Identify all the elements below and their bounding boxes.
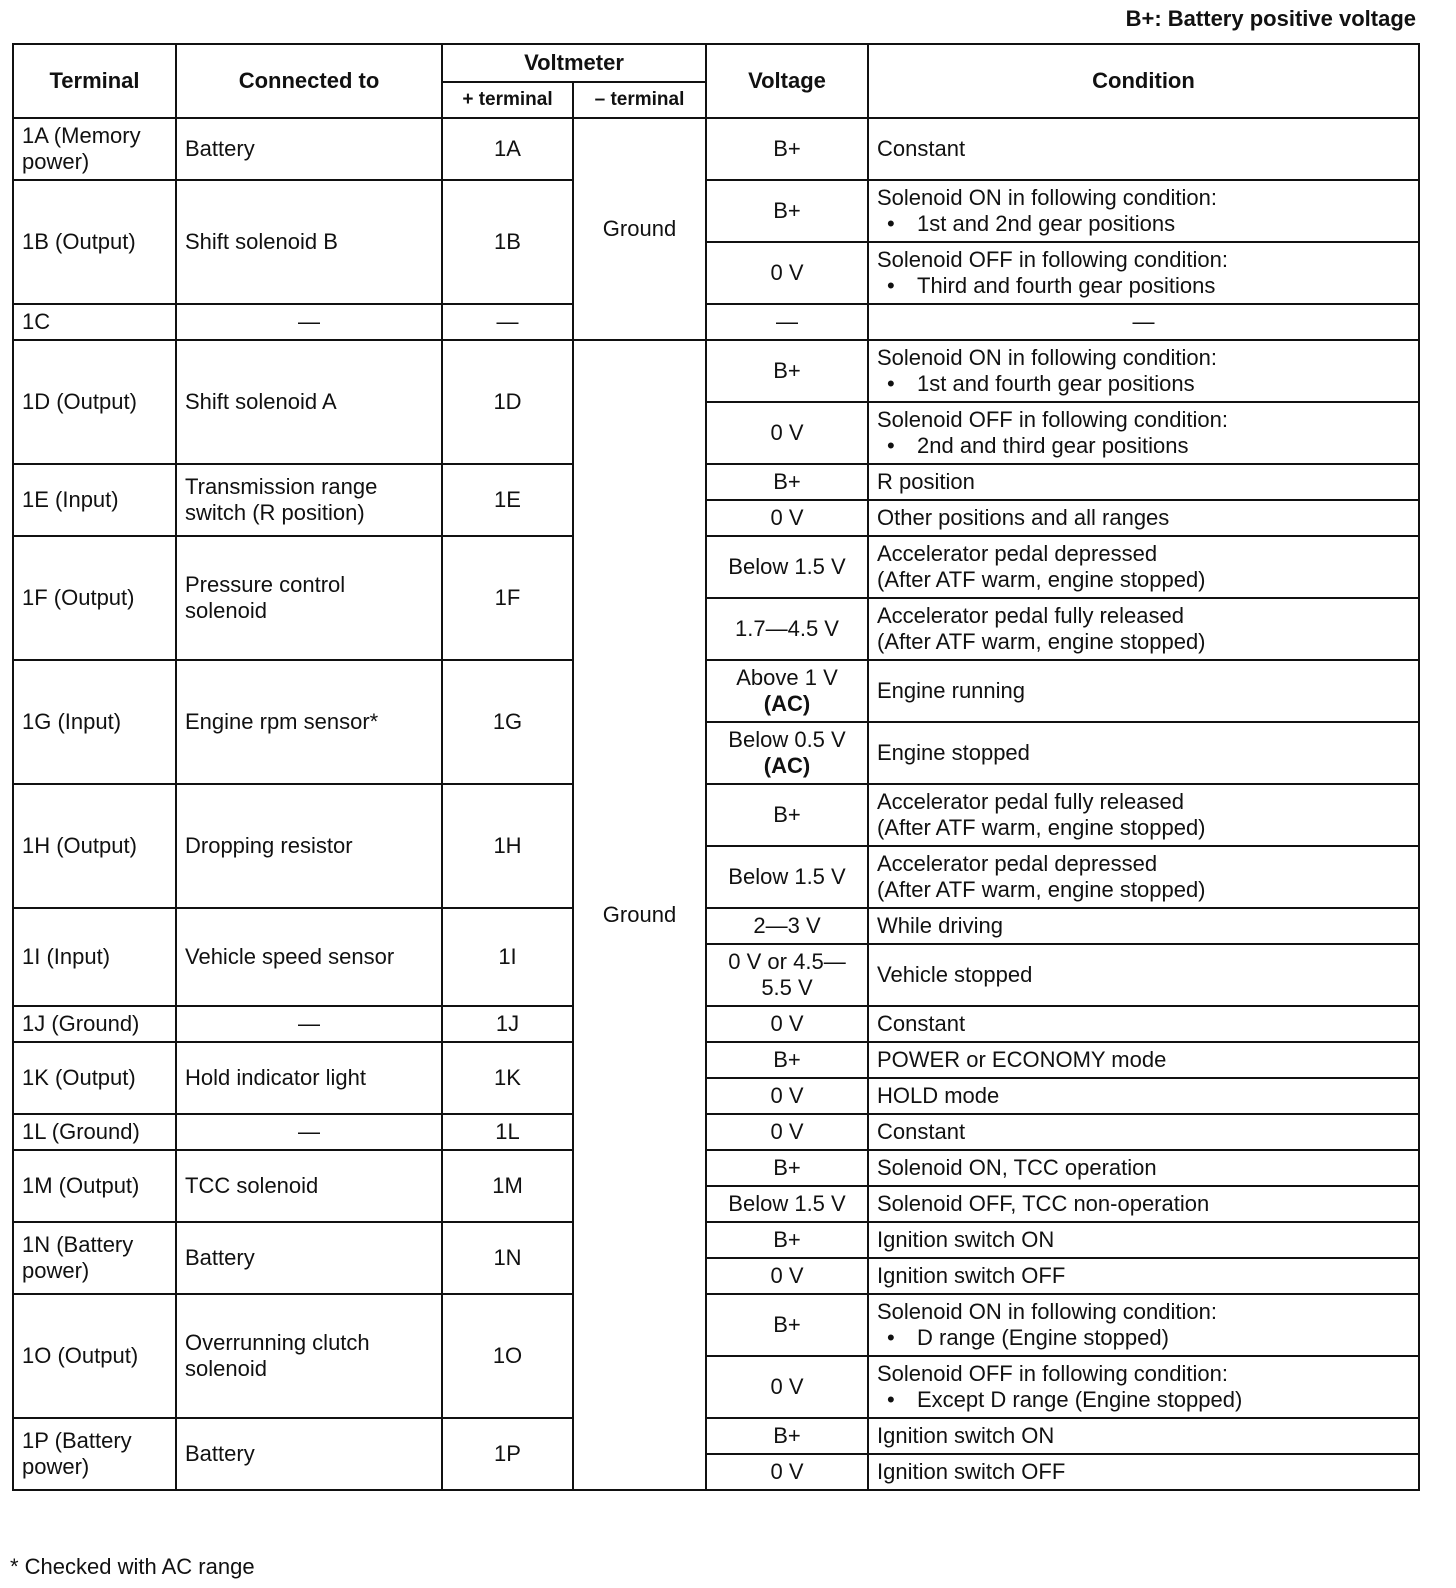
terminal-cell: 1I (Input) bbox=[13, 908, 176, 1006]
table-row bbox=[13, 464, 1419, 500]
voltage-cell bbox=[706, 1114, 868, 1150]
plus-terminal-cell: 1F bbox=[442, 536, 573, 660]
voltage-cell bbox=[706, 500, 868, 536]
condition-bullet: • Except D range (Engine stopped) bbox=[877, 1387, 1410, 1413]
terminal-cell: 1O (Output) bbox=[13, 1294, 176, 1418]
legend-note: B+: Battery positive voltage bbox=[1125, 6, 1416, 31]
condition-cell bbox=[868, 242, 1419, 304]
connected-to-cell: — bbox=[176, 1006, 442, 1042]
plus-terminal-cell: 1I bbox=[442, 908, 573, 1006]
connected-to-cell: Transmission range switch (R position) bbox=[176, 464, 442, 536]
voltage-value: B+ bbox=[773, 197, 801, 223]
condition-text: Solenoid ON in following condition: bbox=[877, 1298, 1217, 1324]
connected-to-cell: Dropping resistor bbox=[176, 784, 442, 908]
voltage-cell bbox=[706, 536, 868, 598]
condition-cell bbox=[868, 784, 1419, 846]
condition-cell bbox=[868, 908, 1419, 944]
terminal-cell: 1L (Ground) bbox=[13, 1114, 176, 1150]
voltage-value: 0 V bbox=[770, 1458, 804, 1484]
header-condition: Condition bbox=[868, 44, 1419, 118]
footnote: * Checked with AC range bbox=[10, 1554, 255, 1579]
condition-cell bbox=[868, 1222, 1419, 1258]
minus-terminal-ground-cell: Ground bbox=[573, 118, 706, 340]
terminal-cell: 1B (Output) bbox=[13, 180, 176, 304]
voltage-value: B+ bbox=[773, 801, 801, 827]
voltage-value: Below 1.5 V bbox=[728, 1190, 846, 1216]
voltage-cell bbox=[706, 1356, 868, 1418]
condition-text: Solenoid OFF in following condition: bbox=[877, 1360, 1228, 1386]
header-connected-to: Connected to bbox=[176, 44, 442, 118]
voltage-value: B+ bbox=[773, 1154, 801, 1180]
condition-text-2: (After ATF warm, engine stopped) bbox=[877, 567, 1206, 592]
condition-text: Ignition switch OFF bbox=[877, 1262, 1066, 1288]
voltage-value: 0 V bbox=[770, 1010, 804, 1036]
condition-cell bbox=[868, 1454, 1419, 1490]
voltage-value: Above 1 V bbox=[736, 664, 838, 690]
voltage-cell bbox=[706, 722, 868, 784]
connected-to-cell: Battery bbox=[176, 118, 442, 180]
condition-text-2: (After ATF warm, engine stopped) bbox=[877, 815, 1206, 840]
table-row bbox=[13, 1294, 1419, 1356]
connected-to-cell: Overrunning clutch solenoid bbox=[176, 1294, 442, 1418]
terminal-spec-table bbox=[12, 43, 1420, 1491]
table-row bbox=[13, 304, 1419, 340]
table-row bbox=[13, 118, 1419, 180]
condition-cell bbox=[868, 1258, 1419, 1294]
terminal-cell: 1G (Input) bbox=[13, 660, 176, 784]
plus-terminal-cell: 1E bbox=[442, 464, 573, 536]
table-row bbox=[13, 340, 1419, 402]
condition-text: HOLD mode bbox=[877, 1082, 1000, 1108]
condition-cell bbox=[868, 846, 1419, 908]
condition-cell bbox=[868, 598, 1419, 660]
connected-to-cell: Hold indicator light bbox=[176, 1042, 442, 1114]
voltage-cell bbox=[706, 846, 868, 908]
condition-bullet: • 1st and 2nd gear positions bbox=[877, 211, 1410, 237]
voltage-cell bbox=[706, 340, 868, 402]
condition-text: Engine running bbox=[877, 677, 1026, 703]
connected-to-cell: Shift solenoid B bbox=[176, 180, 442, 304]
header-minus-terminal: – terminal bbox=[573, 82, 706, 118]
condition-cell bbox=[868, 1006, 1419, 1042]
condition-cell bbox=[868, 536, 1419, 598]
condition-cell bbox=[868, 944, 1419, 1006]
connected-to-cell: Pressure control solenoid bbox=[176, 536, 442, 660]
terminal-cell: 1H (Output) bbox=[13, 784, 176, 908]
voltage-note: (AC) bbox=[763, 753, 811, 778]
table-row bbox=[13, 660, 1419, 722]
plus-terminal-cell: 1B bbox=[442, 180, 573, 304]
condition-text: Ignition switch OFF bbox=[877, 1458, 1066, 1484]
table-row bbox=[13, 1150, 1419, 1186]
voltage-cell bbox=[706, 908, 868, 944]
voltage-cell bbox=[706, 944, 868, 1006]
condition-text: Accelerator pedal fully released bbox=[877, 788, 1184, 814]
condition-text: Constant bbox=[877, 1118, 966, 1144]
minus-terminal-cell: — bbox=[706, 304, 868, 340]
terminal-cell: 1M (Output) bbox=[13, 1150, 176, 1222]
condition-text: Solenoid ON in following condition: bbox=[877, 184, 1217, 210]
condition-text: Solenoid OFF, TCC non-operation bbox=[877, 1190, 1210, 1216]
condition-text: Accelerator pedal fully released bbox=[877, 602, 1184, 628]
condition-text: Accelerator pedal depressed bbox=[877, 540, 1158, 566]
voltage-cell bbox=[706, 180, 868, 242]
voltage-value: B+ bbox=[773, 1226, 801, 1252]
voltage-cell bbox=[868, 304, 1419, 340]
condition-cell bbox=[868, 1356, 1419, 1418]
table-row bbox=[13, 1114, 1419, 1150]
condition-text: Ignition switch ON bbox=[877, 1226, 1055, 1252]
voltage-value: 2—3 V bbox=[753, 912, 821, 938]
terminal-cell: 1K (Output) bbox=[13, 1042, 176, 1114]
connected-to-cell: Battery bbox=[176, 1222, 442, 1294]
connected-to-cell: Shift solenoid A bbox=[176, 340, 442, 464]
plus-terminal-cell: 1A bbox=[442, 118, 573, 180]
condition-text: Engine stopped bbox=[877, 739, 1030, 765]
condition-text: Ignition switch ON bbox=[877, 1422, 1055, 1448]
terminal-cell: 1D (Output) bbox=[13, 340, 176, 464]
condition-cell bbox=[868, 340, 1419, 402]
table-row bbox=[13, 784, 1419, 846]
plus-terminal-cell: 1G bbox=[442, 660, 573, 784]
voltage-value: B+ bbox=[773, 135, 801, 161]
plus-terminal-cell: 1D bbox=[442, 340, 573, 464]
plus-terminal-cell: 1L bbox=[442, 1114, 573, 1150]
condition-text: Solenoid OFF in following condition: bbox=[877, 406, 1228, 432]
table-row bbox=[13, 1006, 1419, 1042]
plus-terminal-cell: 1M bbox=[442, 1150, 573, 1222]
condition-cell bbox=[868, 118, 1419, 180]
condition-text: Constant bbox=[877, 135, 966, 161]
condition-text-2: (After ATF warm, engine stopped) bbox=[877, 629, 1206, 654]
table-row bbox=[13, 1222, 1419, 1258]
voltage-cell bbox=[706, 1186, 868, 1222]
condition-cell bbox=[868, 660, 1419, 722]
condition-cell bbox=[868, 180, 1419, 242]
voltage-value: 0 V bbox=[770, 1118, 804, 1144]
voltage-value: 0 V bbox=[770, 1262, 804, 1288]
voltage-cell bbox=[706, 1042, 868, 1078]
condition-cell bbox=[868, 1078, 1419, 1114]
table-row bbox=[13, 1418, 1419, 1454]
connected-to-cell: Engine rpm sensor* bbox=[176, 660, 442, 784]
voltage-value: B+ bbox=[773, 1422, 801, 1448]
terminal-cell: 1C bbox=[13, 304, 176, 340]
voltage-value: B+ bbox=[773, 1311, 801, 1337]
voltage-cell bbox=[706, 660, 868, 722]
voltage-cell bbox=[706, 1418, 868, 1454]
voltage-cell bbox=[706, 1006, 868, 1042]
condition-text: While driving bbox=[877, 912, 1003, 938]
voltage-cell bbox=[706, 1258, 868, 1294]
terminal-cell: 1E (Input) bbox=[13, 464, 176, 536]
voltage-value: Below 0.5 V bbox=[728, 726, 846, 752]
minus-terminal-ground-cell: Ground bbox=[573, 340, 706, 1490]
condition-text: Constant bbox=[877, 1010, 966, 1036]
table-row bbox=[13, 1042, 1419, 1078]
plus-terminal-cell: 1P bbox=[442, 1418, 573, 1490]
connected-to-cell: Battery bbox=[176, 1418, 442, 1490]
header-voltage: Voltage bbox=[706, 44, 868, 118]
condition-text: Vehicle stopped bbox=[877, 961, 1033, 987]
voltage-value: 0 V bbox=[770, 504, 804, 530]
header-plus-terminal: + terminal bbox=[442, 82, 573, 118]
voltage-cell bbox=[706, 464, 868, 500]
plus-terminal-cell: 1K bbox=[442, 1042, 573, 1114]
condition-text: R position bbox=[877, 468, 975, 494]
condition-cell bbox=[868, 1042, 1419, 1078]
condition-cell bbox=[868, 402, 1419, 464]
voltage-cell bbox=[706, 1294, 868, 1356]
voltage-value: 0 V bbox=[770, 1082, 804, 1108]
condition-cell bbox=[868, 1418, 1419, 1454]
voltage-value: 0 V bbox=[770, 259, 804, 285]
voltage-cell bbox=[706, 1078, 868, 1114]
table-body bbox=[13, 118, 1419, 1490]
condition-cell bbox=[868, 1150, 1419, 1186]
plus-terminal-cell: 1J bbox=[442, 1006, 573, 1042]
connected-to-cell: Vehicle speed sensor bbox=[176, 908, 442, 1006]
voltage-value: 1.7—4.5 V bbox=[735, 615, 839, 641]
condition-cell bbox=[868, 464, 1419, 500]
voltage-value: Below 1.5 V bbox=[728, 553, 846, 579]
voltage-cell bbox=[706, 118, 868, 180]
condition-text: Solenoid ON in following condition: bbox=[877, 344, 1217, 370]
condition-text: POWER or ECONOMY mode bbox=[877, 1046, 1167, 1072]
table-row bbox=[13, 908, 1419, 944]
terminal-cell: 1A (Memory power) bbox=[13, 118, 176, 180]
condition-cell bbox=[868, 1114, 1419, 1150]
voltage-value: B+ bbox=[773, 1046, 801, 1072]
voltage-cell bbox=[706, 242, 868, 304]
plus-terminal-cell: 1N bbox=[442, 1222, 573, 1294]
condition-cell bbox=[868, 500, 1419, 536]
voltage-value: 0 V or 4.5—5.5 V bbox=[728, 948, 846, 1000]
connected-to-cell: — bbox=[176, 304, 442, 340]
condition-bullet: • 1st and fourth gear positions bbox=[877, 371, 1410, 397]
voltage-cell bbox=[706, 1150, 868, 1186]
voltage-value: B+ bbox=[773, 357, 801, 383]
voltage-value: B+ bbox=[773, 468, 801, 494]
voltage-note: (AC) bbox=[763, 691, 811, 716]
condition-cell bbox=[868, 1186, 1419, 1222]
plus-terminal-cell: — bbox=[442, 304, 573, 340]
condition-text-2: (After ATF warm, engine stopped) bbox=[877, 877, 1206, 902]
terminal-cell: 1F (Output) bbox=[13, 536, 176, 660]
connected-to-cell: — bbox=[176, 1114, 442, 1150]
plus-terminal-cell: 1O bbox=[442, 1294, 573, 1418]
voltage-value: 0 V bbox=[770, 419, 804, 445]
voltage-cell bbox=[706, 1454, 868, 1490]
condition-bullet: • D range (Engine stopped) bbox=[877, 1325, 1410, 1351]
table-row bbox=[13, 180, 1419, 242]
condition-cell bbox=[868, 1294, 1419, 1356]
voltage-value: — bbox=[1132, 308, 1155, 334]
condition-text: Accelerator pedal depressed bbox=[877, 850, 1158, 876]
condition-bullet: • 2nd and third gear positions bbox=[877, 433, 1410, 459]
condition-text: Other positions and all ranges bbox=[877, 504, 1170, 530]
voltage-value: 0 V bbox=[770, 1373, 804, 1399]
voltage-value: Below 1.5 V bbox=[728, 863, 846, 889]
condition-text: Solenoid OFF in following condition: bbox=[877, 246, 1228, 272]
header-terminal: Terminal bbox=[13, 44, 176, 118]
terminal-cell: 1P (Battery power) bbox=[13, 1418, 176, 1490]
condition-text: Solenoid ON, TCC operation bbox=[877, 1154, 1157, 1180]
condition-bullet: • Third and fourth gear positions bbox=[877, 273, 1410, 299]
table-row bbox=[13, 536, 1419, 598]
terminal-cell: 1N (Battery power) bbox=[13, 1222, 176, 1294]
condition-cell bbox=[868, 722, 1419, 784]
voltage-cell bbox=[706, 402, 868, 464]
plus-terminal-cell: 1H bbox=[442, 784, 573, 908]
header-voltmeter: Voltmeter bbox=[442, 44, 706, 82]
voltage-cell bbox=[706, 598, 868, 660]
voltage-cell bbox=[706, 1222, 868, 1258]
connected-to-cell: TCC solenoid bbox=[176, 1150, 442, 1222]
voltage-cell bbox=[706, 784, 868, 846]
terminal-cell: 1J (Ground) bbox=[13, 1006, 176, 1042]
